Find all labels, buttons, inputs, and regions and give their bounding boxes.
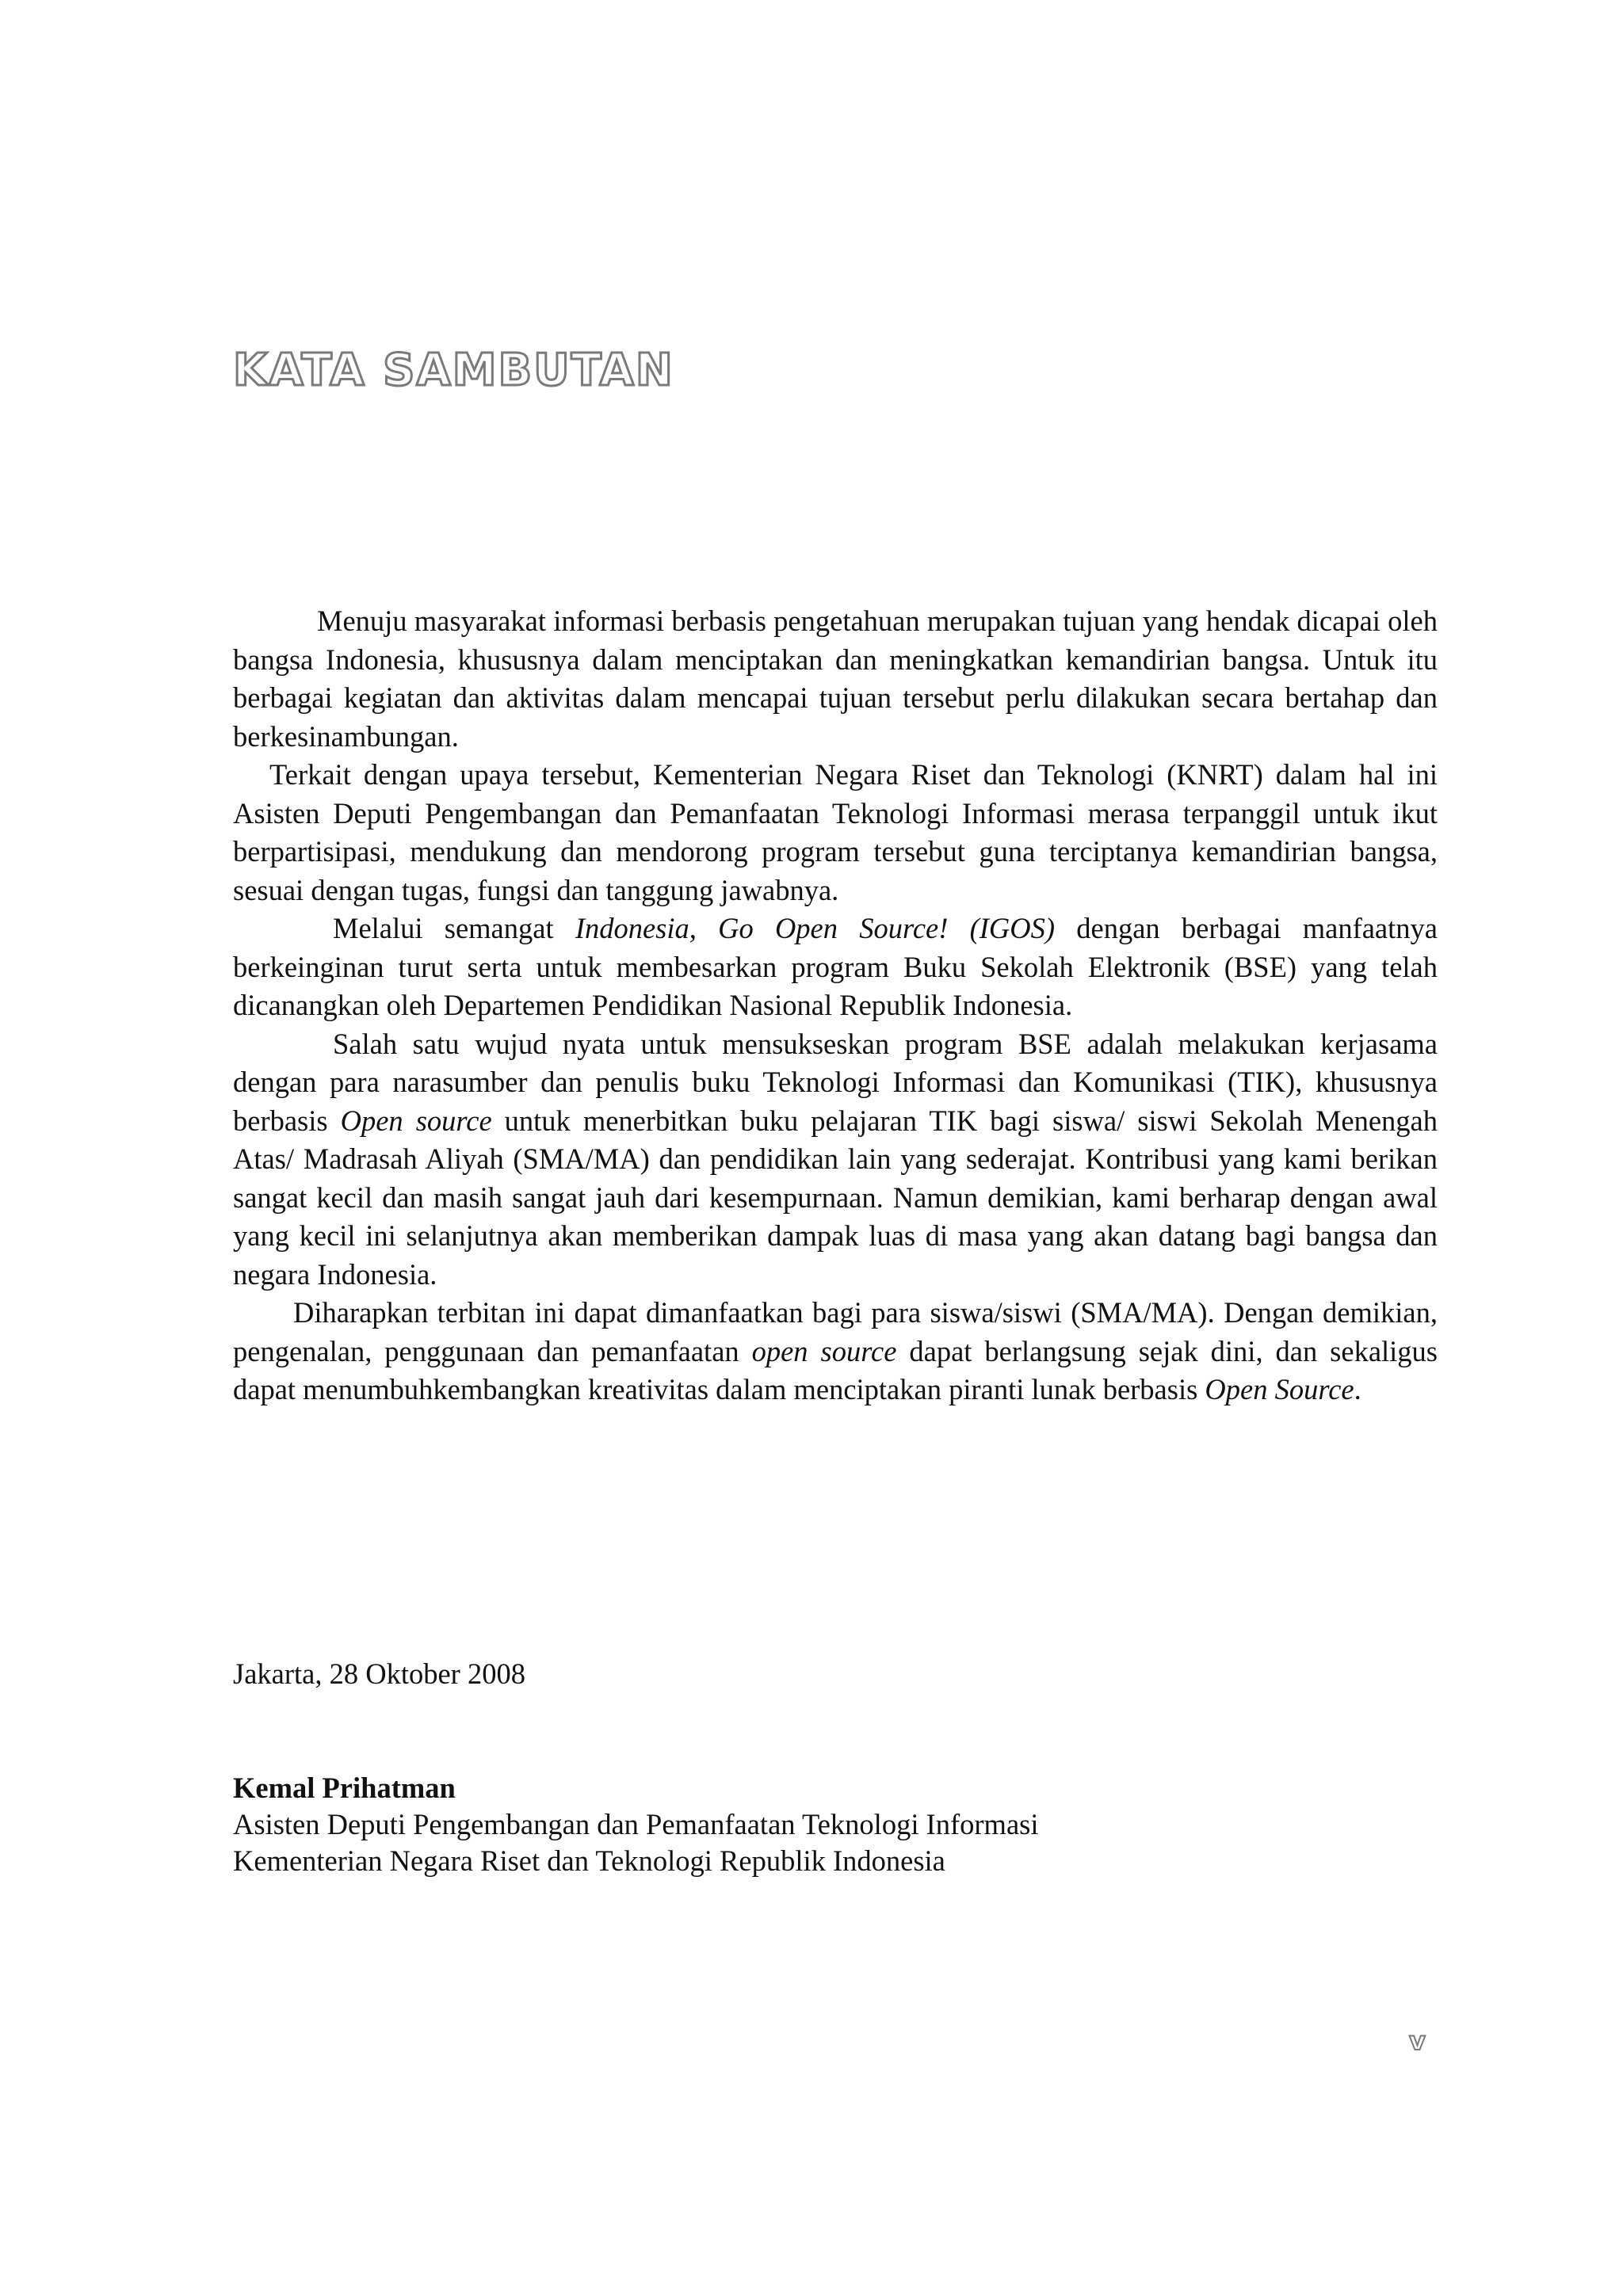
paragraph-5 <box>233 1294 1438 1409</box>
signature-block <box>233 1656 1438 1879</box>
paragraph-5-text-b: dapat berlangsung sejak dini, dan sekaligus dapat menumbuhkembangkan kreativitas dalam menciptakan piranti lunak berbasis <box>233 1334 1438 1405</box>
body-text <box>233 602 1438 1409</box>
paragraph-5-text-a: Diharapkan terbitan ini dapat dimanfaatkan bagi para siswa/siswi (SMA/MA). Dengan demikian, pengenalan, penggunaan dan pemanfaatan <box>233 1296 1438 1367</box>
paragraph-4-text-a: Salah satu wujud nyata untuk mensukseskan program BSE adalah melakukan kerjasama dengan para narasumber dan penulis buku Teknologi Informasi dan Komunikasi (TIK), khususnya berbasis <box>233 1027 1438 1137</box>
paragraph-2 <box>233 756 1438 910</box>
paragraph-1-text: Menuju masyarakat informasi berbasis pengetahuan merupakan tujuan yang hendak dicapai oleh bangsa Indonesia, khususnya dalam menciptakan dan meningkatkan kemandirian bangsa. Untuk itu berbagai kegiatan dan aktivitas dalam mencapai tujuan tersebut perlu dilakukan secara bertahap dan berkesinambungan. <box>233 605 1438 753</box>
place-date: Jakarta, 28 Oktober 2008 <box>233 1657 525 1690</box>
paragraph-3 <box>233 910 1438 1025</box>
paragraph-4 <box>233 1025 1438 1295</box>
igos-italic-text: Indonesia, Go Open Source! (IGOS) <box>575 912 1056 944</box>
paragraph-5-text-c: . <box>1354 1373 1361 1405</box>
open-source-italic-text-3: Open Source <box>1205 1373 1354 1405</box>
signatory-institution: Kementerian Negara Riset dan Teknologi Republik Indonesia <box>233 1844 945 1877</box>
paragraph-2-text: Terkait dengan upaya tersebut, Kementerian Negara Riset dan Teknologi (KNRT) dalam hal ini Asisten Deputi Pengembangan dan Pemanfaatan Teknologi Informasi merasa terpanggil untuk ikut berpartisipasi, mendukung dan mendorong program tersebut guna terciptanya kemandirian bangsa, sesuai dengan tugas, fungsi dan tanggung jawabnya. <box>233 758 1438 906</box>
page-title: KATA SAMBUTAN <box>233 345 674 396</box>
paragraph-3-text-b: dengan berbagai manfaatnya berkeinginan turut serta untuk membesarkan program Buku Sekolah Elektronik (BSE) yang telah dicanangkan oleh Departemen Pendidikan Nasional Republik Indonesia. <box>233 912 1438 1021</box>
signatory-name: Kemal Prihatman <box>233 1772 456 1804</box>
signatory-position: Asisten Deputi Pengembangan dan Pemanfaatan Teknologi Informasi <box>233 1808 1039 1840</box>
paragraph-4-text-b: untuk menerbitkan buku pelajaran TIK bagi siswa/ siswi Sekolah Menengah Atas/ Madrasah Aliyah (SMA/MA) dan pendidikan lain yang sederajat. Kontribusi yang kami berikan sangat kecil dan masih sangat jauh dari kesempurnaan. Namun demikian, kami berharap dengan awal yang kecil ini selanjutnya akan memberikan dampak luas di masa yang akan datang bagi bangsa dan negara Indonesia. <box>233 1104 1438 1291</box>
paragraph-3-text-a: Melalui semangat <box>333 912 575 944</box>
open-source-italic-text-2: open source <box>751 1334 897 1367</box>
paragraph-1 <box>233 602 1438 756</box>
page-number: v <box>1409 2026 1426 2056</box>
open-source-italic-text: Open source <box>340 1104 492 1137</box>
